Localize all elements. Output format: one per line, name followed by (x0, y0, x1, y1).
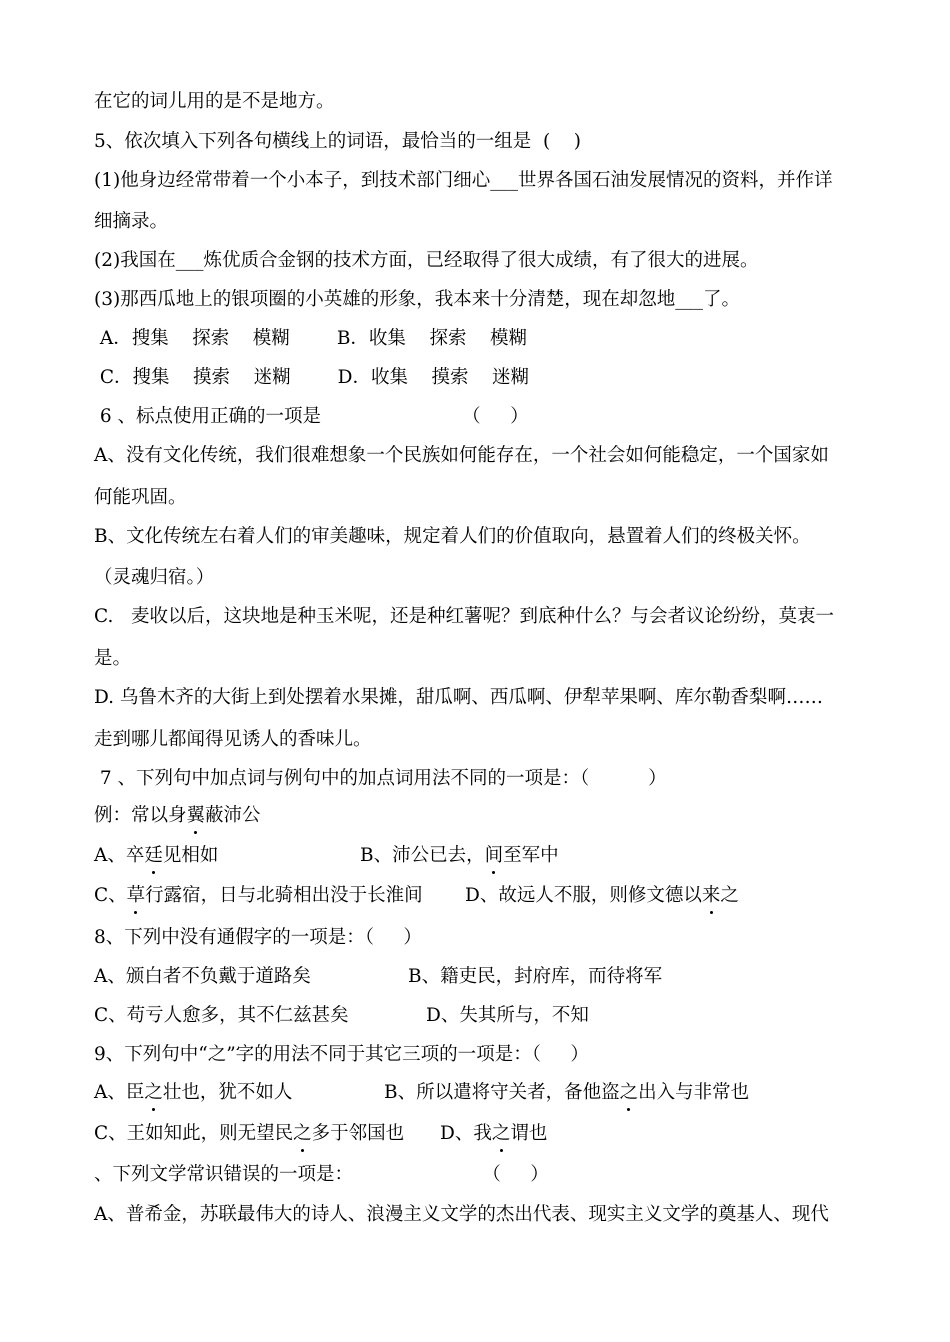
text-line: A、普希金，苏联最伟大的诗人、浪漫主义文学的杰出代表、现实主义文学的奠基人、现代 (94, 1204, 829, 1225)
q7-option-d: D、故远人不服，则修文德以来之 (465, 885, 739, 906)
q7-option-c: C、草行露宿，日与北骑相出没于长淮间 (94, 885, 423, 906)
q7-option-b: B、沛公已去，间至军中 (360, 845, 559, 866)
q9-option-b: B、所以遣将守关者，备他盗之出入与非常也 (384, 1082, 750, 1103)
text-line: 何能巩固。 (94, 487, 187, 508)
option-line: A．搜集 探索 模糊 B．收集 探索 模糊 (94, 328, 527, 349)
q9-option-a: A、臣之壮也，犹不如人 (94, 1082, 293, 1103)
option-line: C．搜集 摸索 迷糊 D．收集 摸索 迷糊 (94, 367, 530, 388)
text-line: (2)我国在___炼优质合金钢的技术方面，已经取得了很大成绩，有了很大的进展。 (94, 250, 759, 271)
question-6: 6 、标点使用正确的一项是 （ ） (94, 406, 529, 427)
text-line: D. 乌鲁木齐的大街上到处摆着水果摊，甜瓜啊、西瓜啊、伊犁苹果啊、库尔勒香梨啊…… (94, 687, 823, 708)
text-line: (1)他身边经常带着一个小本子，到技术部门细心___世界各国石油发展情况的资料，并作详 (94, 170, 833, 191)
q9-option-d: D、我之谓也 (440, 1123, 548, 1144)
text-line: B、文化传统左右着人们的审美趣味，规定着人们的价值取向，悬置着人们的终极关怀。 (94, 526, 811, 547)
question-10: 、下列文学常识错误的一项是： （ ） (94, 1164, 549, 1185)
text-line: 走到哪儿都闻得见诱人的香味儿。 (94, 729, 372, 750)
text-line: 是。 (94, 648, 132, 669)
question-5: 5、依次填入下列各句横线上的词语，最恰当的一组是 ( ) (94, 131, 581, 152)
question-7: 7 、下列句中加点词与例句中的加点词用法不同的一项是：（ ） (94, 768, 667, 789)
q8-option-c: C、苟亏人愈多，其不仁兹甚矣 (94, 1005, 349, 1026)
text-line: (3)那西瓜地上的银项圈的小英雄的形象，我本来十分清楚，现在却忽地___了。 (94, 289, 740, 310)
q8-option-a: A、颁白者不负戴于道路矣 (94, 966, 311, 987)
q9-option-c: C、王如知此，则无望民之多于邻国也 (94, 1123, 405, 1144)
question-9: 9、下列句中“之”字的用法不同于其它三项的一项是：（ ） (94, 1044, 589, 1065)
text-line: C. 麦收以后，这块地是种玉米呢，还是种红薯呢？到底种什么？与会者议论纷纷，莫衷一 (94, 606, 835, 627)
q7-example: 例：常以身翼蔽沛公 (94, 805, 261, 826)
text-line: A、没有文化传统，我们很难想象一个民族如何能存在，一个社会如何能稳定，一个国家如 (94, 445, 829, 466)
q8-option-d: D、失其所与，不知 (426, 1005, 589, 1026)
text-line: （灵魂归宿。） (94, 567, 215, 588)
question-8: 8、下列中没有通假字的一项是：（ ） (94, 927, 422, 948)
text-line: 细摘录。 (94, 211, 169, 232)
text-line: 在它的词儿用的是不是地方。 (94, 91, 335, 112)
q8-option-b: B、籍吏民，封府库，而待将军 (408, 966, 663, 987)
q7-options-ab: A、卒廷见相如 (94, 845, 219, 866)
